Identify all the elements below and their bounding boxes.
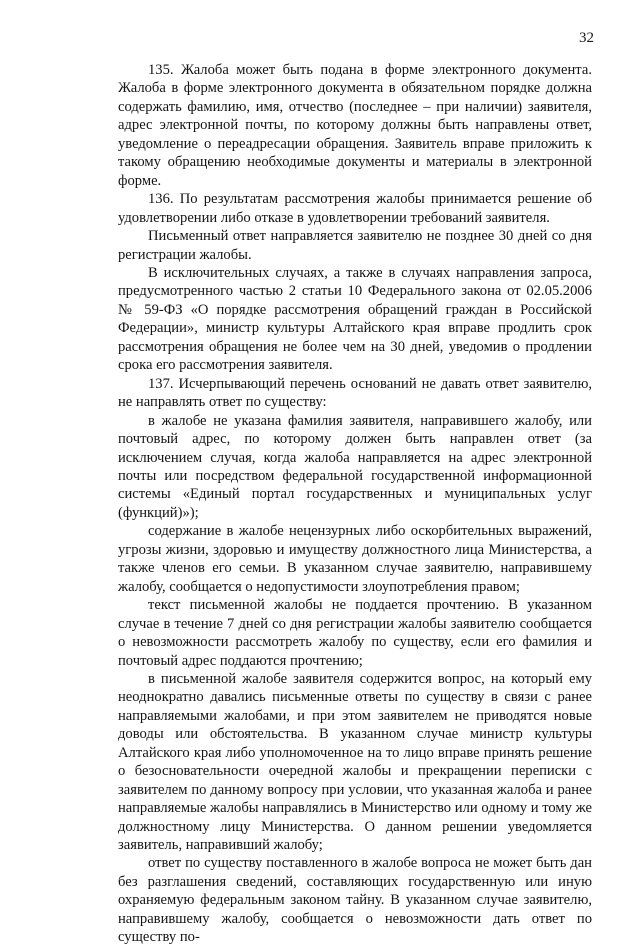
list-item-no-surname: в жалобе не указана фамилия заявителя, направившего жалобу, или почтовый адрес, по которому должен быть направлен ответ (за исключением случая, когда жалоба направляется на адрес электронной почты или посредством федеральной государственной информационной системы «Единый портал государственных и муниципальных услуг (функций)»); xyxy=(118,412,592,521)
list-item-state-secret: ответ по существу поставленного в жалобе вопроса не может быть дан без разглашения сведений, составляющих государственную или иную охраняемую федеральным законом тайну. В указанном случае заявителю, направившему жалобу, сообщается о невозможности дать ответ по существу по- xyxy=(118,855,592,946)
page-number: 32 xyxy=(579,30,594,46)
document-body xyxy=(118,61,592,947)
paragraph-136: 136. По результатам рассмотрения жалобы принимается решение об удовлетворении либо отказе в удовлетворении требований заявителя. xyxy=(118,191,592,226)
paragraph-137: 137. Исчерпывающий перечень оснований не давать ответ заявителю, не направлять ответ по существу: xyxy=(118,375,592,411)
paragraph-135: 135. Жалоба может быть подана в форме электронного документа. Жалоба в форме электронного документа в обязательном порядке должна содержать фамилию, имя, отчество (последнее – при наличии) заявителя, адрес электронной почты, по которому должны быть направлены ответ, уведомление о переадресации обращения. Заявитель вправе приложить к такому обращению необходимые документы и материалы в электронной форме. xyxy=(118,62,592,189)
paragraph-exceptional-cases: В исключительных случаях, а также в случаях направления запроса, предусмотренного частью 2 статьи 10 Федерального закона от 02.05.2006 № 59-ФЗ «О порядке рассмотрения обращений граждан в Российской Федерации», министр культуры Алтайского края вправе продлить срок рассмотрения обращения не более чем на 30 дней, уведомив о продлении срока его рассмотрения заявителя. xyxy=(118,264,592,374)
list-item-unreadable-text: текст письменной жалобы не поддается прочтению. В указанном случае в течение 7 дней со дня регистрации жалобы заявителю сообщается о невозможности рассмотреть жалобу по существу, если его фамилия и почтовый адрес поддаются прочтению; xyxy=(118,597,592,669)
list-item-obscene-content: содержание в жалобе нецензурных либо оскорбительных выражений, угрозы жизни, здоровью и имуществу должностного лица Министерства, а также членов его семьи. В указанном случае заявителю, направившему жалобу, сообщается о недопустимости злоупотребления правом; xyxy=(118,523,592,595)
paragraph-written-response: Письменный ответ направляется заявителю не позднее 30 дней со дня регистрации жалобы. xyxy=(118,228,592,263)
list-item-repeated-question: в письменной жалобе заявителя содержится вопрос, на который ему неоднократно давались письменные ответы по существу в связи с ранее направляемыми жалобами, и при этом заявителем не приводятся новые доводы или обстоятельства. В указанном случае министр культуры Алтайского края либо уполномоченное на то лицо вправе принять решение о безосновательности очередной жалобы и прекращении переписки с заявителем по данному вопросу при условии, что указанная жалоба и ранее направляемые жалобы направлялись в Министерство или одному и тому же должностному лицу Министерства. О данном решении уведомляется заявитель, направивший жалобу; xyxy=(118,670,592,854)
